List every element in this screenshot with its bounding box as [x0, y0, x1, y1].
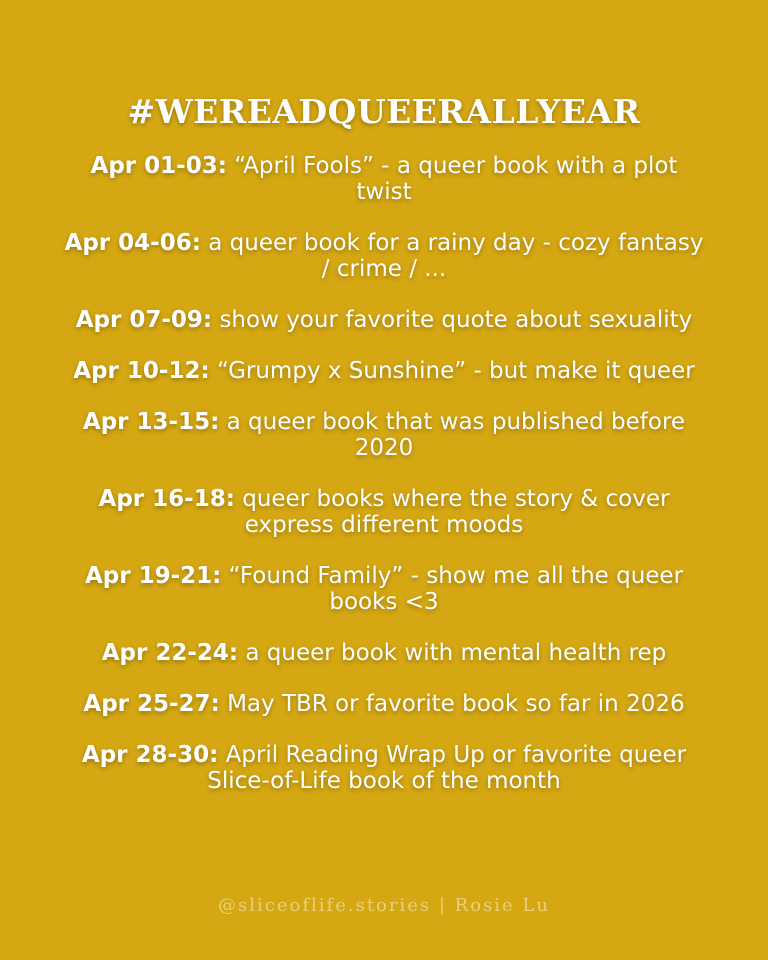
prompt-item [64, 153, 704, 205]
prompt-item [64, 409, 704, 461]
prompt-text: May TBR or favorite book so far in 2026 [227, 691, 685, 717]
prompt-text: “April Fools” - a queer book with a plot twist [234, 153, 678, 205]
prompt-text: queer books where the story & cover express different moods [242, 486, 670, 538]
prompt-item [64, 230, 704, 282]
prompt-date: Apr 13-15: [82, 409, 220, 435]
credit-footer: @sliceoflife.stories | Rosie Lu [218, 895, 550, 916]
prompt-item [64, 691, 704, 717]
prompt-text: “Found Family” - show me all the queer books <3 [228, 563, 684, 615]
prompt-text: a queer book for a rainy day - cozy fantasy / crime / ... [208, 230, 704, 282]
prompt-date: Apr 04-06: [64, 230, 201, 256]
prompt-item [64, 486, 704, 538]
prompt-date: Apr 07-09: [75, 307, 213, 333]
prompt-item [64, 358, 704, 384]
prompt-date: Apr 19-21: [84, 563, 222, 589]
prompt-item [64, 640, 704, 666]
hashtag-title: #WEREADQUEERALLYEAR [127, 92, 641, 131]
prompt-text: a queer book that was published before 2020 [226, 409, 686, 461]
prompt-date: Apr 10-12: [73, 358, 210, 384]
prompt-date: Apr 25-27: [83, 691, 220, 717]
prompt-date: Apr 28-30: [81, 742, 219, 768]
prompt-date: Apr 01-03: [90, 153, 227, 179]
prompt-text: April Reading Wrap Up or favorite queer Slice-of-Life book of the month [207, 742, 687, 794]
prompt-text: show your favorite quote about sexuality [219, 307, 693, 333]
prompt-date: Apr 16-18: [98, 486, 235, 512]
prompt-date: Apr 22-24: [101, 640, 239, 666]
prompt-list [64, 153, 704, 819]
prompt-item [64, 742, 704, 794]
prompt-item [64, 563, 704, 615]
prompt-item [64, 307, 704, 333]
prompt-text: “Grumpy x Sunshine” - but make it queer [216, 358, 695, 384]
prompt-text: a queer book with mental health rep [245, 640, 667, 666]
